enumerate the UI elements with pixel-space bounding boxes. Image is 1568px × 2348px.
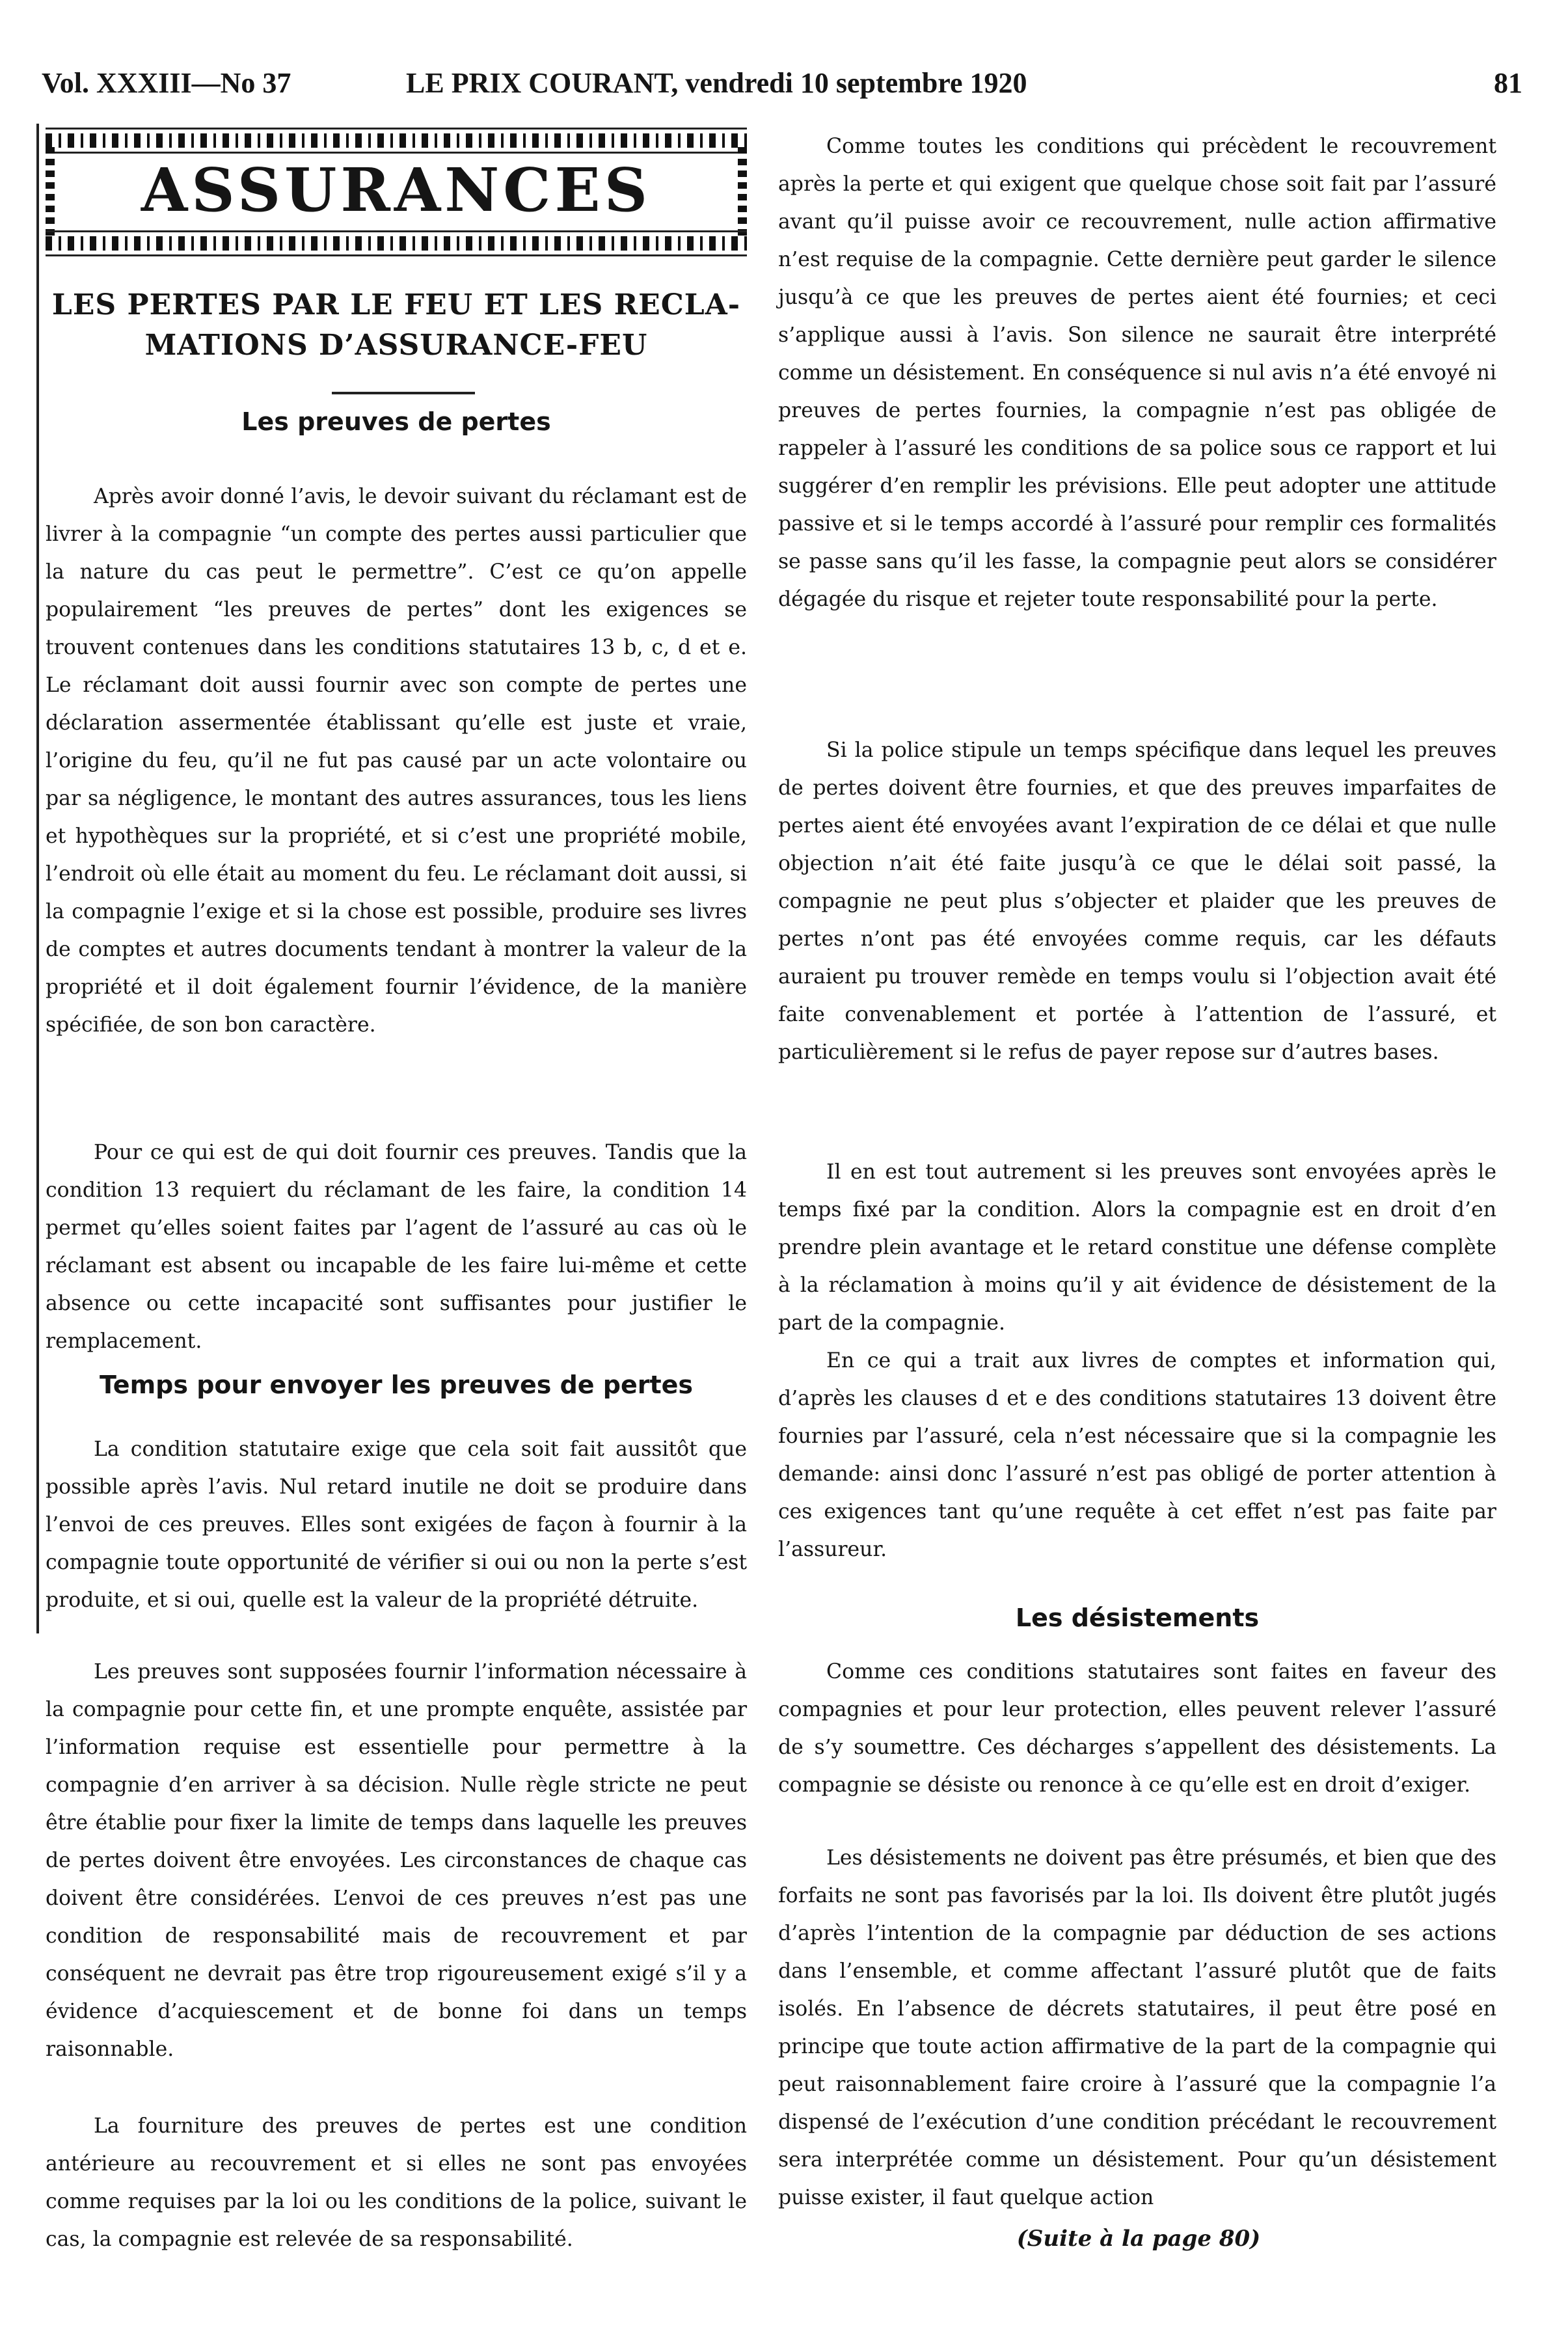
ornament-top-border: [46, 128, 747, 154]
right-paragraph-6: Les désistements ne doivent pas être présumés, et bien que des forfaits ne sont pas favorisés par la loi. Ils doivent être plutôt jugés d’après l’intention de la compagnie par déduction de ses actions dans l’ensemble, et comme affectant l’assuré plutôt que de faits isolés. En l’absence de décrets statutaires, il peut être posé en principe que toute action affirmative de la part de la compagnie qui peut raisonnablement faire croire à l’assuré que la compagnie l’a dispensé de l’exécution d’une condition précédant le recouvrement sera interprétée comme un désistement. Pour qu’un désistement puisse exister, il faut quelque action: [778, 1846, 1496, 2209]
page-number: 81: [1494, 66, 1522, 99]
subhead-temps: Temps pour envoyer les preuves de pertes: [99, 1371, 694, 1399]
page-header: [42, 60, 1522, 105]
section-title: ASSURANCES: [141, 155, 652, 225]
right-paragraph-2: Si la police stipule un temps spécifique dans lequel les preuves de pertes doivent être fournies, et que des preuves imparfaites de pertes aient été envoyées avant l’expiration de ce délai et que nulle objection n’ait été faite jusqu’à ce que le délai soit passé, la compagnie ne peut plus s’objecter et plaider que les preuves de pertes n’ont pas été envoyées comme requis, car les défauts auraient pu trouver remède en temps voulu si l’objection avait été faite convenablement et portée à l’attention de l’assuré, et particulièrement si le refus de payer repose sur d’autres bases.: [778, 739, 1496, 1064]
subhead-preuves: Les preuves de pertes: [241, 407, 551, 436]
article-title-line2: MATIONS D’ASSURANCE-FEU: [144, 329, 648, 362]
right-paragraph-3: Il en est tout autrement si les preuves sont envoyées après le temps fixé par la condition. Alors la compagnie est en droit d’en prendre plein avantage et le retard constitue une défense complète à la réclamation à moins qu’il y ait évidence de désistement de la part de la compagnie.: [778, 1160, 1496, 1335]
right-paragraph-5: Comme ces conditions statutaires sont faites en faveur des compagnies et pour leur protection, elles peuvent relever l’assuré de s’y soumettre. Ces décharges s’appellent des désistements. La compagnie se désiste ou renonce à ce qu’elle est en droit d’exiger.: [778, 1660, 1496, 1797]
continued-note: (Suite à la page 80): [1016, 2226, 1261, 2252]
left-paragraph-4: Les preuves sont supposées fournir l’information nécessaire à la compagnie pour cette fin, et une prompte enquête, assistée par l’information requise est essentielle pour permettre à la compagnie d’en arriver à sa décision. Nulle règle stricte ne peut être établie pour fixer la limite de temps dans laquelle les preuves de pertes doivent être envoyées. Les circonstances de chaque cas doivent être considérées. L’envoi de ces preuves n’est pas une condition de responsabilité mais de recouvrement et par conséquent ne devrait pas être trop rigoureusement exigé s’il y a évidence d’acquiescement et de bonne foi dans un temps raisonnable.: [46, 1660, 747, 2061]
left-margin-rule: [36, 124, 39, 1633]
left-paragraph-1: Après avoir donné l’avis, le devoir suivant du réclamant est de livrer à la compagnie “un compte des pertes aussi particulier que la nature du cas peut le permettre”. C’est ce qu’on appelle populairement “les preuves de pertes” dont les exigences se trouvent contenues dans les conditions statutaires 13 b, c, d et e. Le réclamant doit aussi fournir avec son compte de pertes une déclaration assermentée établissant qu’elle est juste et vraie, l’origine du feu, qu’il ne fut pas causé par un acte volontaire ou par sa négligence, le montant des autres assurances, tous les liens et hypothèques sur la propriété, et si c’est une propriété mobile, l’endroit où elle était au moment du feu. Le réclamant doit aussi, si la compagnie l’exige et si la chose est possible, produire ses livres de comptes et autres documents tendant à montrer la valeur de la propriété et il doit également fournir l’évidence, de la manière spécifiée, de son bon caractère.: [46, 485, 747, 1037]
section-banner: [46, 128, 747, 254]
left-paragraph-2: Pour ce qui est de qui doit fournir ces preuves. Tandis que la condition 13 requiert du réclamant de les faire, la condition 14 permet qu’elles soient faites par l’agent de l’assuré au cas où le réclamant est absent ou incapable de les faire lui-même et cette absence ou cette incapacité sont suffisantes pour justifier le remplacement.: [46, 1141, 747, 1353]
ornament-bottom-border: [46, 230, 747, 256]
right-paragraph-4: En ce qui a trait aux livres de comptes et information qui, d’après les clauses d et e des conditions statutaires 13 doivent être fournies par l’assuré, cela n’est nécessaire que si la compagnie les demande: ainsi donc l’assuré n’est pas obligé de porter attention à ces exigences tant qu’une requête à cet effet n’est pas faite par l’assureur.: [778, 1349, 1496, 1561]
left-paragraph-5: La fourniture des preuves de pertes est une condition antérieure au recouvrement et si elles ne sont pas envoyées comme requises par la loi ou les conditions de la police, suivant le cas, la compagnie est relevée de sa responsabilité.: [46, 2114, 747, 2251]
subhead-desistements: Les désistements: [1015, 1604, 1260, 1632]
right-paragraph-1: Comme toutes les conditions qui précèdent le recouvrement après la perte et qui exigent que quelque chose soit fait par l’assuré avant qu’il puisse avoir ce recouvrement, nulle action affirmative n’est requise de la compagnie. Cette dernière peut garder le silence jusqu’à ce que les preuves de pertes aient été fournies; et ceci s’applique aussi à l’avis. Son silence ne saurait être interprété comme un désistement. En conséquence si nul avis n’a été envoyé ni preuves de pertes fournies, la compagnie n’est pas obligée de rappeler à l’assuré les conditions de sa police sous ce rapport et lui suggérer d’en remplir les prévisions. Elle peut adopter une attitude passive et si le temps accordé à l’assuré pour remplir ces formalités se passe sans qu’il les fasse, la compagnie peut alors se considérer dégagée du risque et rejeter toute responsabilité pour la perte.: [778, 135, 1496, 611]
title-divider: [332, 392, 475, 394]
article-title: [46, 285, 747, 366]
volume-number: Vol. XXXIII—No 37: [42, 66, 291, 99]
article-title-line1: LES PERTES PAR LE FEU ET LES RECLA-: [51, 288, 741, 321]
publication-title: LE PRIX COURANT, vendredi 10 septembre 1920: [406, 66, 1027, 99]
left-paragraph-3: La condition statutaire exige que cela soit fait aussitôt que possible après l’avis. Nul retard inutile ne doit se produire dans l’envoi de ces preuves. Elles sont exigées de façon à fournir à la compagnie toute opportunité de vérifier si oui ou non la perte s’est produite, et si oui, quelle est la valeur de la propriété détruite.: [46, 1438, 747, 1612]
